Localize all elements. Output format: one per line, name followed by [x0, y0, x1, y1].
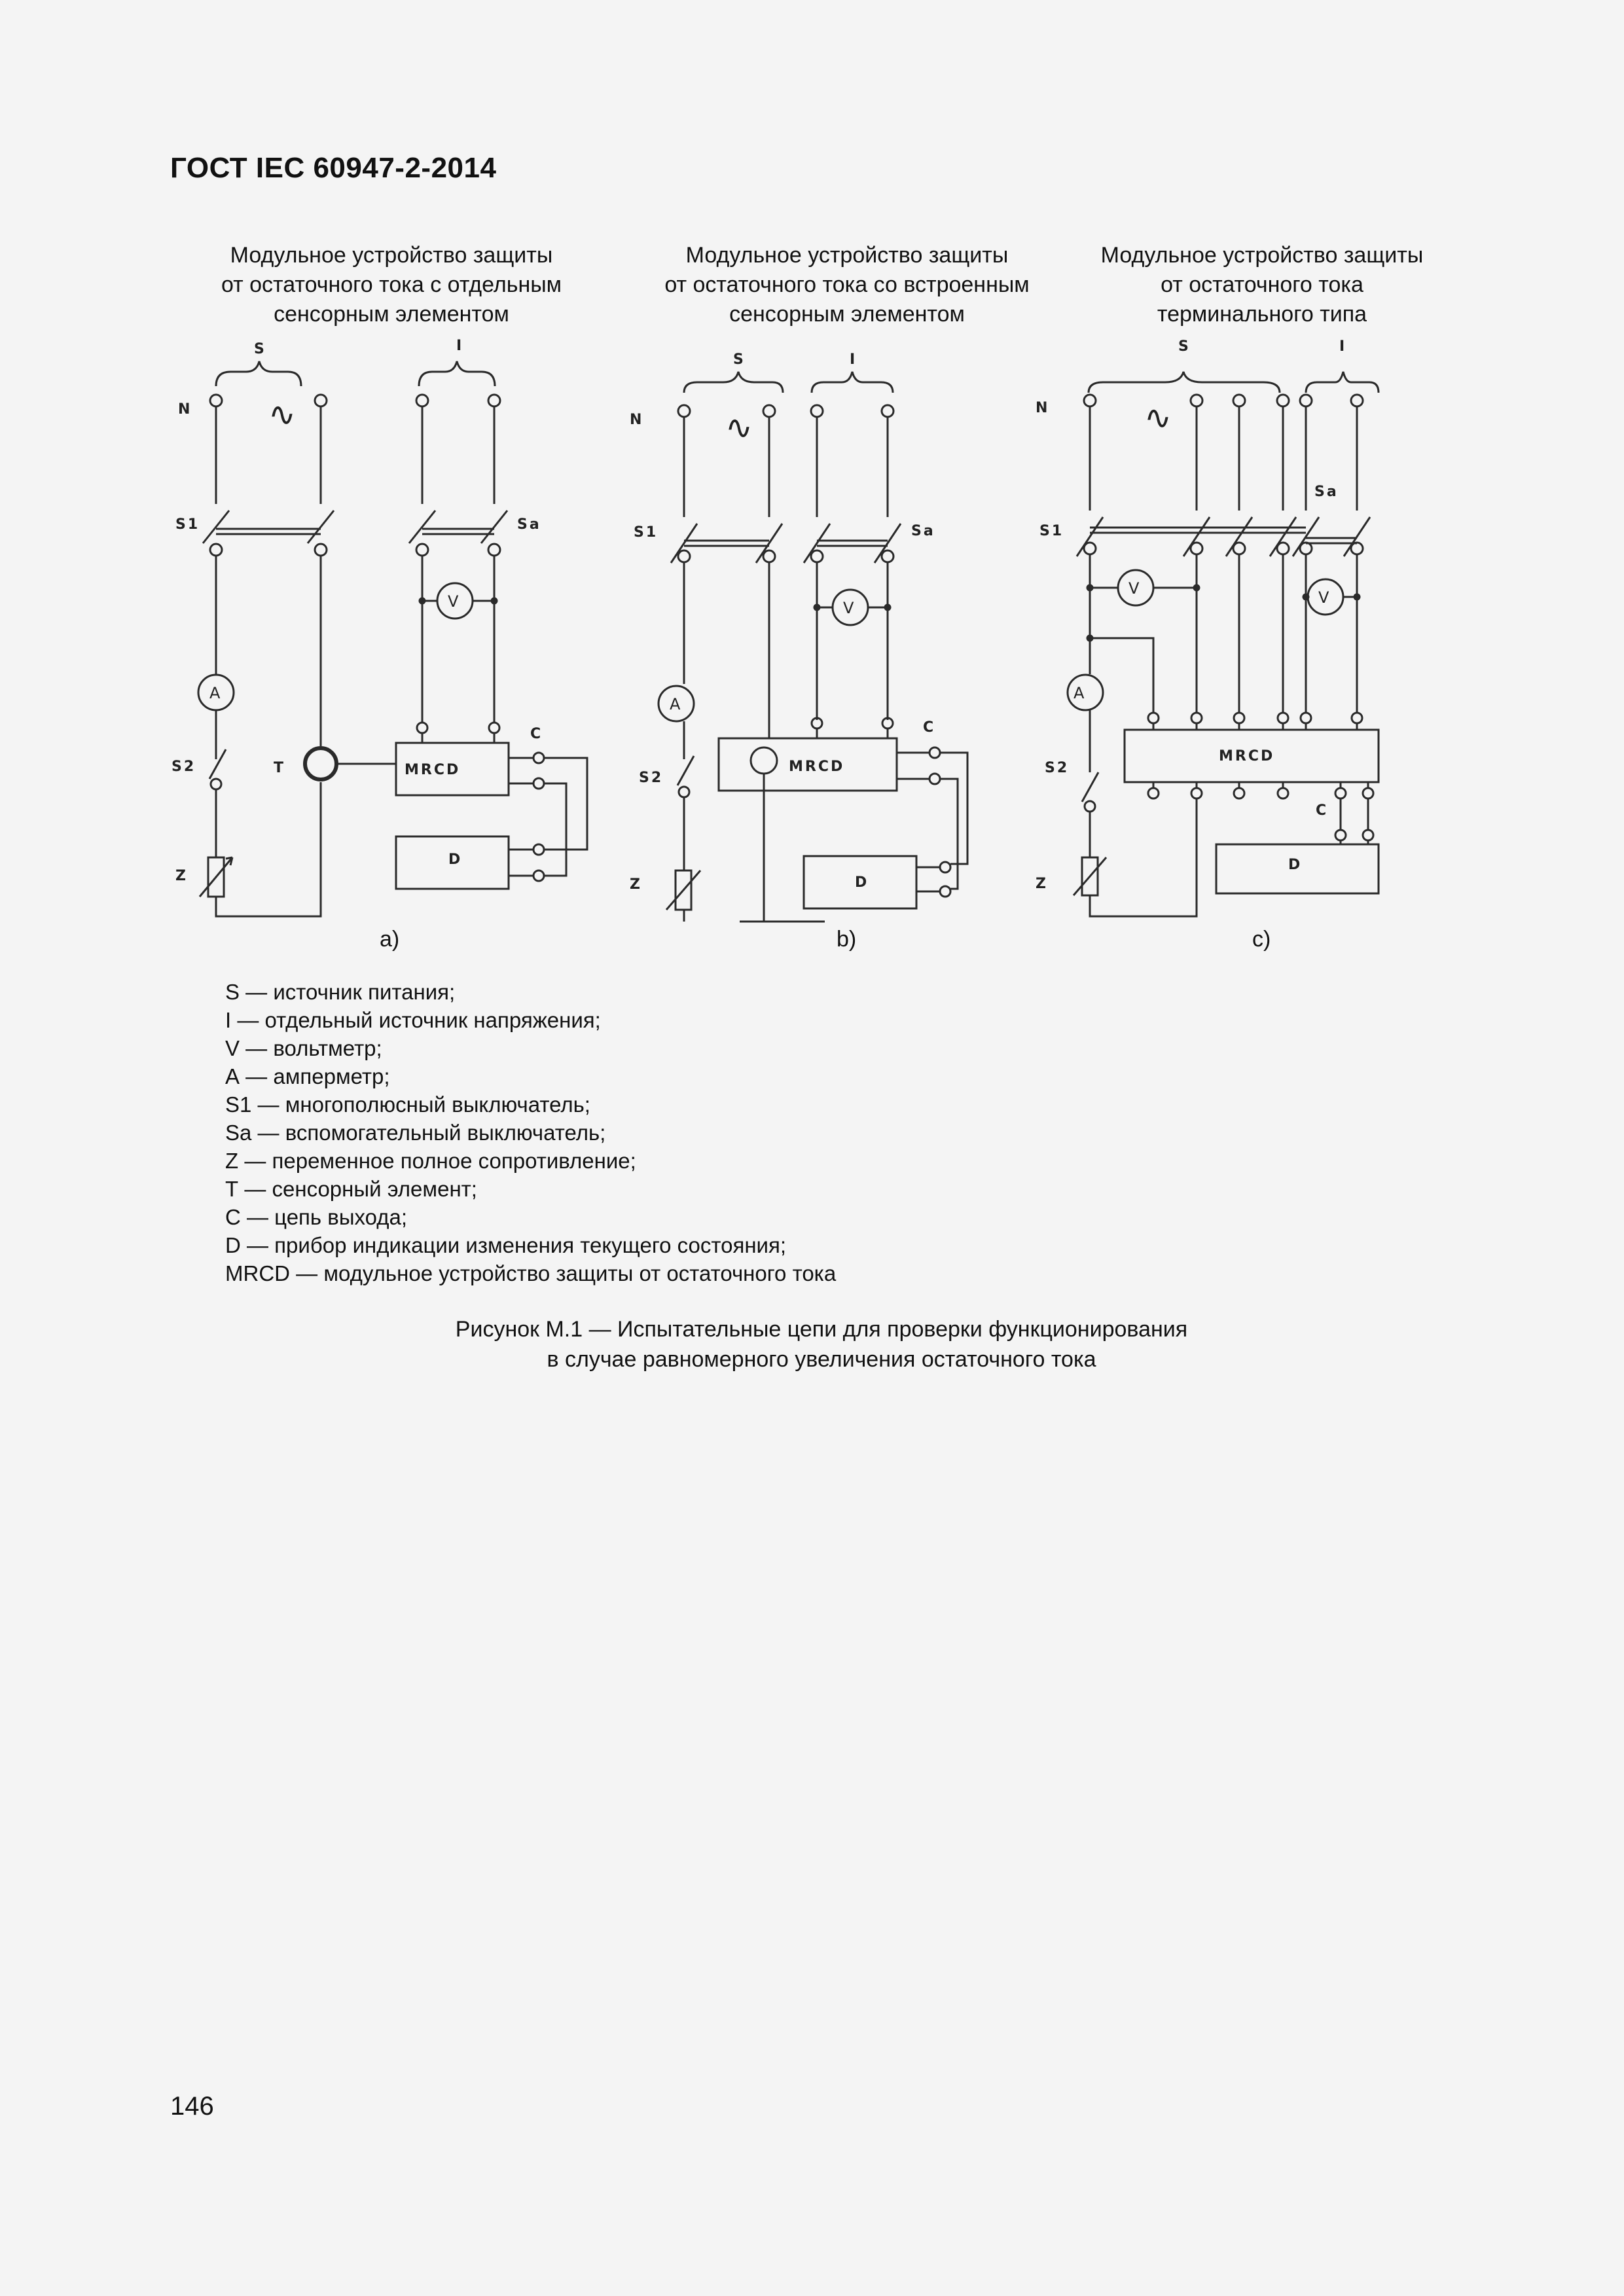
switch-sa	[409, 511, 507, 543]
document-header: ГОСТ IEC 60947-2-2014	[170, 152, 497, 184]
label-switch-sa: Sa	[517, 516, 541, 533]
label-switch-s2: S2	[1045, 760, 1070, 776]
terminal	[210, 395, 222, 406]
label-switch-s2: S2	[171, 759, 196, 775]
voltmeter-label: V	[1128, 579, 1140, 598]
ammeter-label: A	[1074, 684, 1085, 702]
label-impedance-z: Z	[175, 868, 188, 884]
diagram-b-title-line: от остаточного тока со встроенным	[664, 272, 1030, 297]
diagram-c-title-line: терминального типа	[1157, 302, 1367, 327]
label-impedance-z: Z	[1036, 876, 1048, 892]
circuit-diagrams	[0, 0, 1624, 969]
label-switch-s1: S1	[175, 516, 200, 533]
mrcd-label: MRCD	[1219, 748, 1275, 764]
legend-item: V — вольтметр;	[225, 1036, 382, 1060]
mrcd-label: MRCD	[405, 762, 461, 778]
diagram-a-sublabel: a)	[380, 927, 400, 952]
legend-item: Z — переменное полное сопротивление;	[225, 1149, 636, 1173]
diagram-a-title-line: Модульное устройство защиты	[230, 243, 553, 268]
label-sensor-t: T	[274, 760, 286, 776]
ac-source-icon: ∿	[1144, 399, 1172, 437]
diagram-c-circuit	[1068, 372, 1379, 916]
source-i-brace	[812, 372, 893, 393]
switch-sa	[1090, 528, 1357, 543]
diagram-a-circuit	[198, 361, 587, 916]
legend-item: А — амперметр;	[225, 1064, 390, 1088]
label-neutral-n: N	[630, 412, 644, 428]
diagram-c-title-line: от остаточного тока	[1161, 272, 1363, 297]
label-source-s: S	[1178, 338, 1191, 355]
label-impedance-z: Z	[630, 876, 642, 893]
switch-s2	[677, 756, 694, 785]
terminal	[315, 395, 327, 406]
legend-item: S — источник питания;	[225, 980, 456, 1004]
switch-s2	[1082, 772, 1098, 802]
legend-item: S1 — многополюсный выключатель;	[225, 1092, 590, 1117]
legend-item: Т — сенсорный элемент;	[225, 1177, 477, 1201]
legend-item: Sa — вспомогательный выключатель;	[225, 1121, 606, 1145]
source-s-brace	[684, 372, 783, 393]
ammeter-label: A	[670, 695, 681, 713]
switch-sa	[804, 524, 901, 563]
ac-source-icon: ∿	[268, 395, 296, 433]
diagram-b-sublabel: b)	[837, 927, 857, 952]
diagram-b-title-line: сенсорным элементом	[729, 302, 965, 327]
diagram-b-circuit	[659, 372, 967, 922]
label-output-c: C	[923, 719, 936, 736]
label-switch-sa: Sa	[911, 523, 935, 539]
diagram-a-title-line: от остаточного тока с отдельным	[221, 272, 562, 297]
voltmeter-label: V	[448, 592, 459, 611]
label-output-c: C	[1316, 802, 1329, 819]
label-source-i: I	[850, 351, 857, 368]
indicator-d-label: D	[1288, 857, 1303, 873]
switch-s1	[671, 524, 782, 563]
switch-s1	[203, 511, 334, 543]
legend-item: С — цепь выхода;	[225, 1205, 408, 1229]
label-output-c: C	[530, 726, 543, 742]
mrcd-label: MRCD	[789, 759, 845, 775]
indicator-d-label: D	[855, 874, 869, 891]
ac-source-icon: ∿	[725, 408, 753, 446]
caption-line: Рисунок М.1 — Испытательные цепи для проверки функционирования	[455, 1317, 1188, 1342]
legend-list	[225, 978, 836, 1287]
label-source-s: S	[254, 341, 266, 357]
label-switch-s2: S2	[639, 770, 664, 786]
label-source-i: I	[456, 338, 464, 354]
indicator-d-label: D	[448, 852, 463, 868]
label-switch-s1: S1	[634, 524, 659, 541]
legend-item: MRCD — модульное устройство защиты от остаточного тока	[225, 1261, 837, 1285]
label-switch-sa: Sa	[1314, 484, 1339, 500]
built-in-sensor	[751, 747, 777, 774]
voltmeter-label: V	[1318, 588, 1329, 607]
label-source-i: I	[1339, 338, 1347, 355]
label-neutral-n: N	[1036, 400, 1050, 416]
legend-item: I — отдельный источник напряжения;	[225, 1008, 601, 1032]
ammeter-label: A	[209, 684, 221, 702]
legend-item: D — прибор индикации изменения текущего состояния;	[225, 1233, 787, 1257]
source-i-brace	[1306, 372, 1379, 393]
diagram-c-title-line: Модульное устройство защиты	[1100, 243, 1424, 268]
caption-line: в случае равномерного увеличения остаточного тока	[547, 1347, 1096, 1372]
source-s-brace	[216, 361, 301, 386]
terminal	[488, 395, 500, 406]
voltmeter-label: V	[843, 599, 854, 617]
diagram-c-sublabel: c)	[1252, 927, 1271, 952]
label-neutral-n: N	[178, 401, 192, 418]
sensor-t	[305, 748, 336, 780]
label-source-s: S	[733, 351, 746, 368]
label-switch-s1: S1	[1039, 523, 1064, 539]
source-s-brace	[1089, 372, 1280, 393]
switch-s2	[209, 749, 226, 779]
switch-s1	[1077, 517, 1370, 556]
diagram-b-title-line: Модульное устройство защиты	[685, 243, 1009, 268]
figure-caption	[223, 1314, 1420, 1374]
page-number: 146	[170, 2092, 214, 2121]
terminal	[416, 395, 428, 406]
source-i-brace	[419, 361, 495, 386]
diagram-a-title-line: сенсорным элементом	[274, 302, 509, 327]
